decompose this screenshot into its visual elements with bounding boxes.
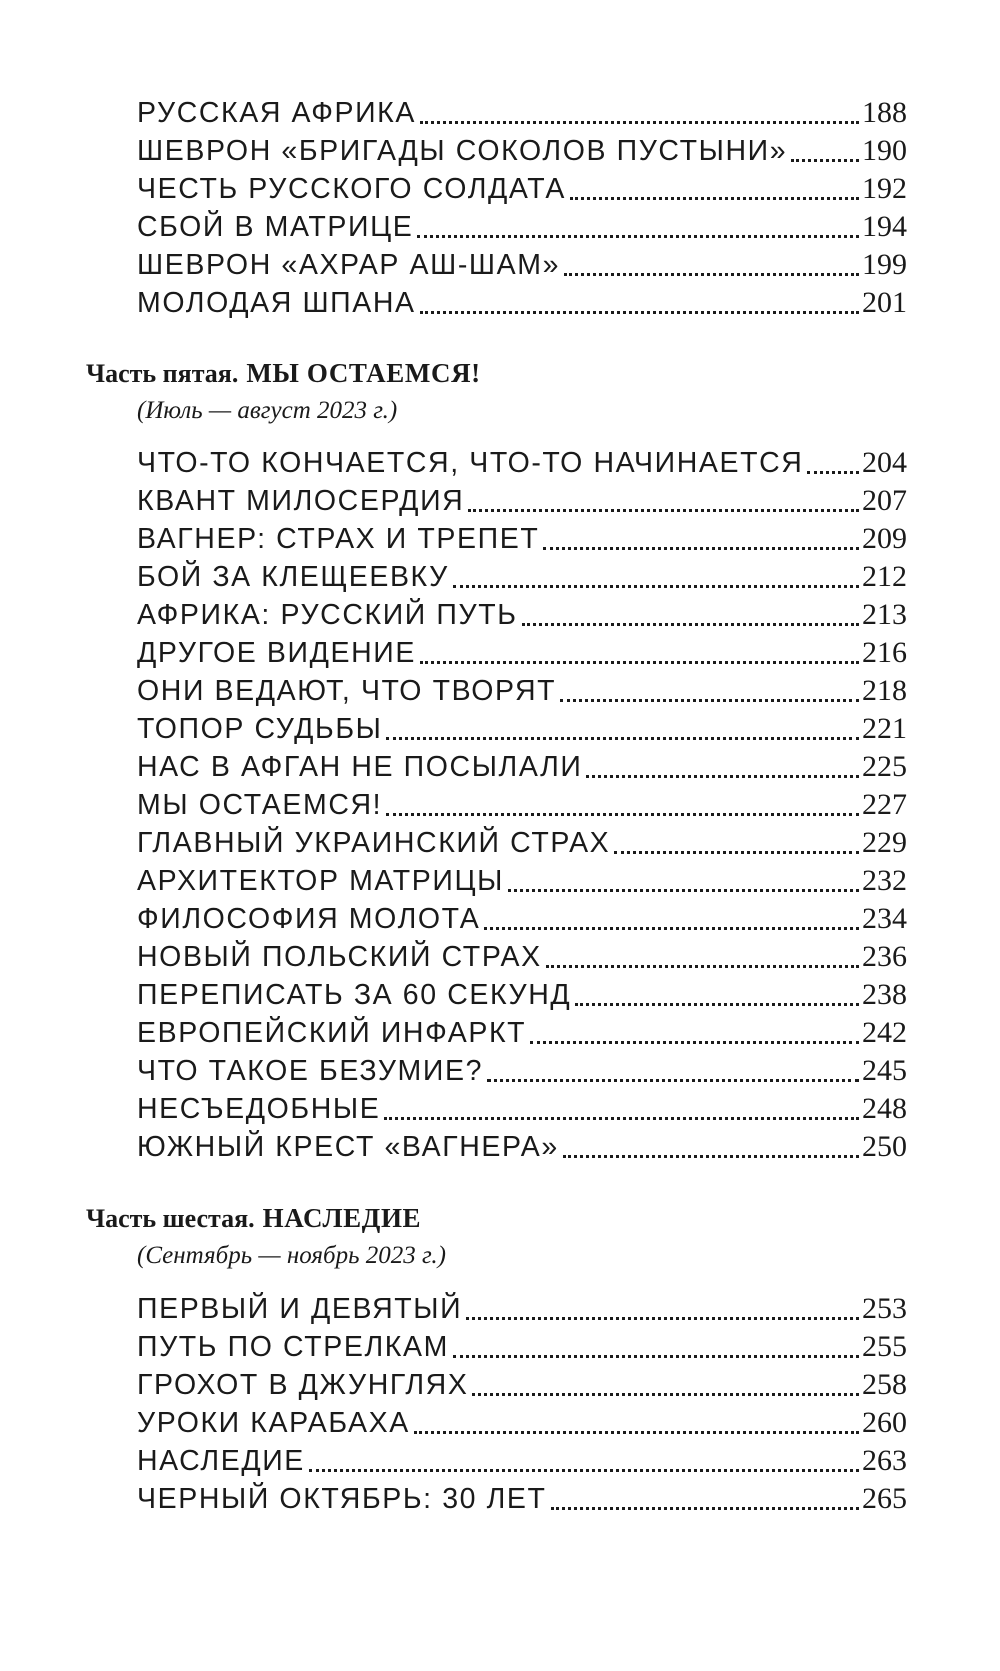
toc-entry (137, 595, 907, 635)
entry-page: 236 (862, 940, 907, 973)
entry-title: АФРИКА: РУССКИЙ ПУТЬ (137, 599, 518, 631)
entry-page: 232 (862, 864, 907, 897)
entry-page: 258 (862, 1368, 907, 1401)
leader-dots (386, 813, 859, 816)
entry-page: 207 (862, 484, 907, 517)
leader-dots (570, 197, 859, 200)
entry-title: ПУТЬ ПО СТРЕЛКАМ (137, 1331, 449, 1363)
toc-entry (137, 823, 907, 863)
leader-dots (420, 121, 859, 124)
entry-title: ФИЛОСОФИЯ МОЛОТА (137, 903, 481, 935)
entry-title: ГРОХОТ В ДЖУНГЛЯХ (137, 1369, 469, 1401)
entry-title: ЧТО ТАКОЕ БЕЗУМИЕ? (137, 1055, 484, 1087)
leader-dots (560, 699, 859, 702)
entry-page: 188 (862, 96, 907, 129)
toc-entry (137, 207, 907, 247)
toc-entry (137, 1013, 907, 1053)
part-dates: (Июль — август 2023 г.) (137, 397, 398, 424)
entry-page: 221 (862, 712, 907, 745)
entry-title: ГЛАВНЫЙ УКРАИНСКИЙ СТРАХ (137, 827, 611, 859)
entry-title: ЕВРОПЕЙСКИЙ ИНФАРКТ (137, 1017, 527, 1049)
entry-title: ЧЕРНЫЙ ОКТЯБРЬ: 30 ЛЕТ (137, 1483, 547, 1515)
toc-entry (137, 747, 907, 787)
entry-title: НАСЛЕДИЕ (137, 1445, 305, 1477)
entry-title: БОЙ ЗА КЛЕЩЕЕВКУ (137, 561, 449, 593)
toc-entry (137, 899, 907, 939)
part-heading (86, 358, 481, 389)
entry-page: 253 (862, 1292, 907, 1325)
entry-title: УРОКИ КАРАБАХА (137, 1407, 410, 1439)
toc-entry (137, 671, 907, 711)
part-label: Часть шестая. (86, 1204, 255, 1233)
leader-dots (522, 623, 859, 626)
entry-page: 238 (862, 978, 907, 1011)
leader-dots (453, 1355, 859, 1358)
leader-dots (543, 547, 859, 550)
leader-dots (386, 737, 859, 740)
leader-dots (551, 1507, 859, 1510)
entry-title: НЕСЪЕДОБНЫЕ (137, 1093, 381, 1125)
entry-title: ЧТО-ТО КОНЧАЕТСЯ, ЧТО-ТО НАЧИНАЕТСЯ (137, 447, 804, 479)
entry-page: 227 (862, 788, 907, 821)
toc-entry (137, 633, 907, 673)
leader-dots (791, 159, 859, 162)
entry-page: 250 (862, 1130, 907, 1163)
leader-dots (466, 1317, 859, 1320)
leader-dots (586, 775, 859, 778)
entry-title: НАС В АФГАН НЕ ПОСЫЛАЛИ (137, 751, 583, 783)
entry-title: АРХИТЕКТОР МАТРИЦЫ (137, 865, 505, 897)
leader-dots (484, 927, 859, 930)
entry-title: ОНИ ВЕДАЮТ, ЧТО ТВОРЯТ (137, 675, 557, 707)
toc-entry (137, 937, 907, 977)
leader-dots (807, 471, 859, 474)
entry-page: 248 (862, 1092, 907, 1125)
toc-entry (137, 709, 907, 749)
entry-title: МЫ ОСТАЕМСЯ! (137, 789, 383, 821)
entry-title: ЧЕСТЬ РУССКОГО СОЛДАТА (137, 173, 566, 205)
leader-dots (530, 1041, 859, 1044)
entry-title: РУССКАЯ АФРИКА (137, 97, 416, 129)
entry-title: ДРУГОЕ ВИДЕНИЕ (137, 637, 416, 669)
leader-dots (468, 509, 859, 512)
entry-page: 234 (862, 902, 907, 935)
entry-title: ТОПОР СУДЬБЫ (137, 713, 383, 745)
leader-dots (472, 1393, 859, 1396)
part-title: МЫ ОСТАЕМСЯ! (246, 358, 481, 388)
toc-entry (137, 1127, 907, 1167)
part-title: НАСЛЕДИЕ (262, 1203, 422, 1233)
entry-page: 242 (862, 1016, 907, 1049)
entry-page: 194 (862, 210, 907, 243)
entry-title: ВАГНЕР: СТРАХ И ТРЕПЕТ (137, 523, 540, 555)
toc-entry (137, 443, 907, 483)
entry-title: НОВЫЙ ПОЛЬСКИЙ СТРАХ (137, 941, 542, 973)
entry-page: 212 (862, 560, 907, 593)
entry-page: 201 (862, 286, 907, 319)
entry-title: СБОЙ В МАТРИЦЕ (137, 211, 414, 243)
leader-dots (614, 851, 859, 854)
leader-dots (487, 1079, 859, 1082)
entry-title: ШЕВРОН «БРИГАДЫ СОКОЛОВ ПУСТЫНИ» (137, 135, 788, 167)
entry-title: МОЛОДАЯ ШПАНА (137, 287, 416, 319)
leader-dots (508, 889, 859, 892)
toc-entry (137, 785, 907, 825)
entry-page: 229 (862, 826, 907, 859)
leader-dots (420, 661, 859, 664)
toc-entry (137, 283, 907, 323)
toc-entry (137, 1089, 907, 1129)
entry-title: ПЕРВЫЙ И ДЕВЯТЫЙ (137, 1293, 463, 1325)
toc-entry (137, 481, 907, 521)
entry-page: 260 (862, 1406, 907, 1439)
toc-entry (137, 1441, 907, 1481)
leader-dots (420, 311, 859, 314)
toc-entry (137, 519, 907, 559)
leader-dots (564, 273, 859, 276)
toc-entry (137, 93, 907, 133)
toc-entry (137, 1289, 907, 1329)
entry-page: 263 (862, 1444, 907, 1477)
entry-title: КВАНТ МИЛОСЕРДИЯ (137, 485, 465, 517)
toc-entry (137, 169, 907, 209)
toc-entry (137, 245, 907, 285)
leader-dots (414, 1431, 859, 1434)
entry-page: 218 (862, 674, 907, 707)
part-label: Часть пятая. (86, 359, 239, 388)
toc-entry (137, 1327, 907, 1367)
entry-page: 190 (862, 134, 907, 167)
entry-title: ЮЖНЫЙ КРЕСТ «ВАГНЕРА» (137, 1131, 559, 1163)
entry-page: 209 (862, 522, 907, 555)
entry-title: ШЕВРОН «АХРАР АШ-ШАМ» (137, 249, 561, 281)
entry-page: 192 (862, 172, 907, 205)
toc-entry (137, 1365, 907, 1405)
entry-page: 204 (862, 446, 907, 479)
leader-dots (309, 1469, 859, 1472)
entry-page: 199 (862, 248, 907, 281)
entry-page: 265 (862, 1482, 907, 1515)
toc-entry (137, 861, 907, 901)
toc-entry (137, 131, 907, 171)
toc-entry (137, 1051, 907, 1091)
leader-dots (563, 1155, 859, 1158)
leader-dots (453, 585, 859, 588)
leader-dots (546, 965, 859, 968)
toc-entry (137, 557, 907, 597)
leader-dots (417, 235, 859, 238)
toc-entry (137, 1479, 907, 1519)
entry-page: 245 (862, 1054, 907, 1087)
entry-page: 216 (862, 636, 907, 669)
entry-page: 255 (862, 1330, 907, 1363)
part-heading (86, 1203, 421, 1234)
entry-page: 213 (862, 598, 907, 631)
leader-dots (384, 1117, 859, 1120)
part-dates: (Сентябрь — ноябрь 2023 г.) (137, 1242, 446, 1269)
entry-page: 225 (862, 750, 907, 783)
toc-entry (137, 975, 907, 1015)
entry-title: ПЕРЕПИСАТЬ ЗА 60 СЕКУНД (137, 979, 572, 1011)
leader-dots (575, 1003, 859, 1006)
toc-entry (137, 1403, 907, 1443)
